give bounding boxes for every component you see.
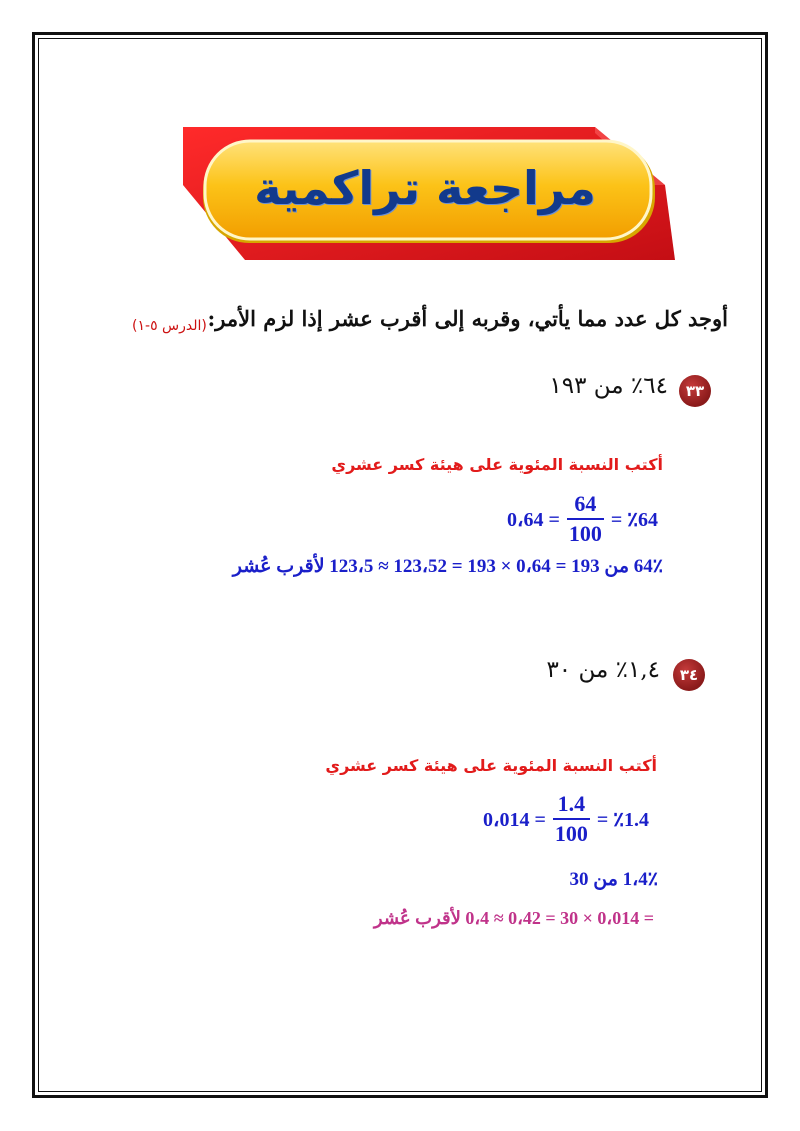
fraction: [553, 792, 590, 846]
calculation-line: 64٪ من 193 = 0،64 × 193 = 123،52 ≈ 123،5 لأقرب عُشر: [232, 556, 663, 577]
equation-fraction: [504, 492, 661, 546]
lesson-reference: (الدرس ٥-١): [132, 318, 207, 334]
equation-left: 0،64 =: [507, 508, 560, 531]
question-text: ٦٤٪ من ١٩٣: [549, 373, 668, 399]
hint-text: أكتب النسبة المئوية على هيئة كسر عشري: [325, 756, 657, 775]
question-number-badge: ٣٤: [673, 659, 705, 691]
question-text: ١,٤٪ من ٣٠: [546, 657, 660, 683]
equation-right: = ٪1.4: [596, 808, 649, 831]
calculation-line: 1،4٪ من 30: [569, 869, 658, 890]
question-number-badge: ٣٣: [679, 375, 711, 407]
title-banner: [175, 125, 695, 265]
fraction: [567, 492, 604, 546]
instruction-text: أوجد كل عدد مما يأتي، وقربه إلى أقرب عشر إذا لزم الأمر:: [207, 306, 728, 331]
equation-left: 0،014 =: [483, 808, 546, 831]
equation-fraction: [480, 792, 652, 846]
fraction-numerator: 1.4: [557, 791, 586, 816]
hint-text: أكتب النسبة المئوية على هيئة كسر عشري: [331, 455, 663, 474]
final-answer-line: = 0،014 × 30 = 0،42 ≈ 0،4 لأقرب عُشر: [373, 908, 654, 928]
fraction-denominator: 100: [567, 518, 604, 546]
page-title: مراجعة تراكمية: [254, 161, 596, 215]
fraction-denominator: 100: [553, 818, 590, 846]
equation-right: = ٪64: [610, 508, 658, 531]
fraction-numerator: 64: [574, 491, 597, 516]
